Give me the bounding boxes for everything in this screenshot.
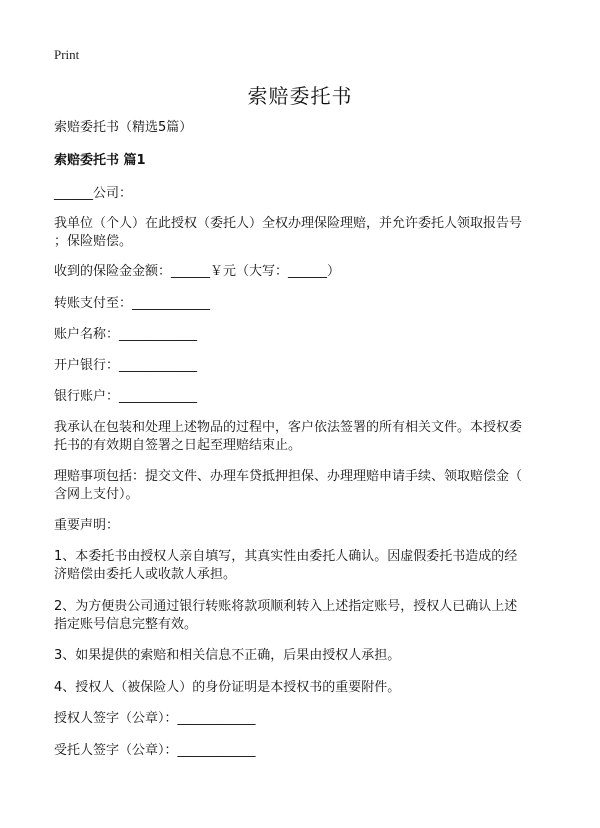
print-label: Print (54, 47, 80, 62)
statement-item-1-line-1: 1、本委托书由授权人亲自填写，其真实性由委托人确认。因虚假委托书造成的经 (54, 549, 518, 564)
statement-item-3: 3、如果提供的索赔和相关信息不正确，后果由授权人承担。 (54, 648, 401, 663)
account-number-line: 银行账户：____________ (54, 389, 198, 404)
authorization-paragraph-line-1: 我单位（个人）在此授权（委托人）全权办理保险理赔，并允许委托人领取报告号 (54, 216, 523, 231)
acknowledgement-line-1: 我承认在包装和处理上述物品的过程中，客户依法签署的所有相关文件。本授权委 (54, 420, 523, 435)
statement-item-4: 4、授权人（被保险人）的身份证明是本授权书的重要附件。 (54, 680, 401, 695)
statement-item-2-line-1: 2、为方便贵公司通过银行转账将款项顺利转入上述指定账号，授权人已确认上述 (54, 599, 518, 614)
statement-item-1-line-2: 济赔偿由委托人或收款人承担。 (54, 567, 237, 582)
acknowledgement-line-2: 托书的有效期自签署之日起至理赔结束止。 (54, 438, 302, 453)
claim-matters-line-2: 含网上支付）。 (54, 487, 139, 502)
statement-item-2-line-2: 指定账号信息完整有效。 (54, 617, 198, 632)
authorization-paragraph-line-2: ；保险赔偿。 (54, 234, 133, 249)
grantor-signature-line: 授权人签字（公章）：____________ (54, 711, 256, 726)
transfer-line: 转账支付至：____________ (54, 296, 211, 311)
trustee-signature-line: 受托人签字（公章）：____________ (54, 743, 256, 758)
amount-line: 收到的保险金金额：______￥元（大写：______） (54, 264, 341, 279)
statement-heading: 重要声明： (54, 518, 120, 533)
document-subtitle: 索赔委托书（精选5篇） (54, 120, 193, 135)
document-title: 索赔委托书 (247, 84, 353, 108)
bank-line: 开户银行：____________ (54, 358, 198, 373)
account-name-line: 账户名称：____________ (54, 327, 198, 342)
company-line: ______公司： (54, 186, 133, 201)
claim-matters-line-1: 理赔事项包括：提交文件、办理车贷抵押担保、办理理赔申请手续、领取赔偿金（ (54, 469, 523, 484)
section-heading: 索赔委托书 篇1 (54, 153, 146, 168)
